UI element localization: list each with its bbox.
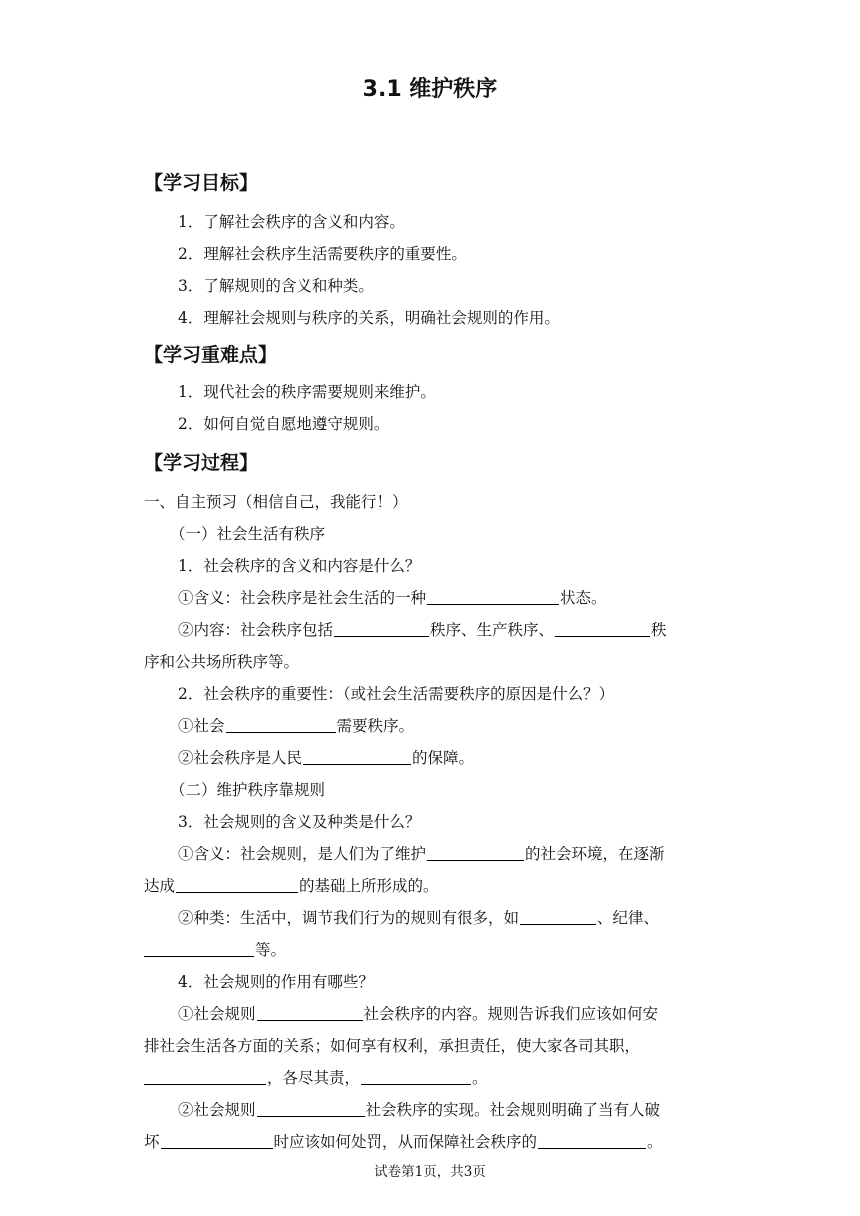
answer-blank[interactable]: [361, 1068, 471, 1085]
answer-blank[interactable]: [161, 1132, 273, 1149]
goal-item: 3．了解规则的含义和种类。: [178, 277, 374, 295]
goal-item: 2．理解社会秩序生活需要秩序的重要性。: [178, 245, 467, 263]
fill-line-continued: 序和公共场所秩序等。: [144, 653, 300, 671]
fill-line: ②内容：社会秩序包括 秩序、生产秩序、 秩: [178, 621, 667, 639]
fill-line: ②社会规则 社会秩序的实现。社会规则明确了当有人破: [178, 1101, 661, 1119]
keypoint-item: 2．如何自觉自愿地遵守规则。: [178, 415, 390, 433]
answer-blank[interactable]: [538, 1132, 646, 1149]
subsection-title: （一）社会生活有秩序: [170, 525, 326, 543]
fill-line: ①含义：社会秩序是社会生活的一种 状态。: [178, 589, 607, 607]
answer-blank[interactable]: [257, 1004, 363, 1021]
fill-line-continued: 排社会生活各方面的关系；如何享有权利，承担责任，使大家各司其职，: [144, 1037, 641, 1055]
answer-blank[interactable]: [555, 620, 650, 637]
question: 2．社会秩序的重要性：（或社会生活需要秩序的原因是什么？）: [178, 685, 615, 703]
goal-item: 1．了解社会秩序的含义和内容。: [178, 213, 405, 231]
heading-process: 【学习过程】: [144, 452, 259, 474]
fill-line: ②社会秩序是人民 的保障。: [178, 749, 475, 767]
answer-blank[interactable]: [520, 908, 596, 925]
heading-keypoints: 【学习重难点】: [144, 344, 278, 366]
fill-line: ②种类：生活中，调节我们行为的规则有很多，如 、纪律、: [178, 909, 660, 927]
goal-item: 4．理解社会规则与秩序的关系，明确社会规则的作用。: [178, 309, 560, 327]
page-footer: 试卷第1页，共3页: [374, 1164, 486, 1180]
section-title: 一、自主预习（相信自己，我能行！）: [144, 493, 408, 511]
heading-goals: 【学习目标】: [144, 172, 259, 194]
question: 1．社会秩序的含义和内容是什么？: [178, 557, 421, 575]
answer-blank[interactable]: [226, 716, 336, 733]
answer-blank[interactable]: [144, 1068, 266, 1085]
answer-blank[interactable]: [257, 1100, 365, 1117]
keypoint-item: 1．现代社会的秩序需要规则来维护。: [178, 383, 436, 401]
answer-blank[interactable]: [427, 588, 559, 605]
fill-line-continued: ，各尽其责， 。: [144, 1068, 488, 1088]
question: 3．社会规则的含义及种类是什么？: [178, 813, 421, 831]
answer-blank[interactable]: [303, 748, 411, 765]
fill-line: ①含义：社会规则，是人们为了维护 的社会环境，在逐渐: [178, 845, 665, 863]
answer-blank[interactable]: [427, 844, 524, 861]
answer-blank[interactable]: [176, 876, 298, 893]
answer-blank[interactable]: [334, 620, 429, 637]
subsection-title: （二）维护秩序靠规则: [170, 781, 326, 799]
fill-line: ①社会 需要秩序。: [178, 717, 415, 735]
page-title: 3.1 维护秩序: [362, 77, 498, 102]
fill-line-continued: 坏 时应该如何处罚，从而保障社会秩序的 。: [144, 1133, 663, 1151]
answer-blank[interactable]: [144, 940, 254, 957]
question: 4．社会规则的作用有哪些？: [178, 973, 374, 991]
fill-line-continued: 等。: [144, 940, 286, 960]
fill-line: ①社会规则 社会秩序的内容。规则告诉我们应该如何安: [178, 1005, 659, 1023]
fill-line-continued: 达成 的基础上所形成的。: [144, 877, 439, 895]
